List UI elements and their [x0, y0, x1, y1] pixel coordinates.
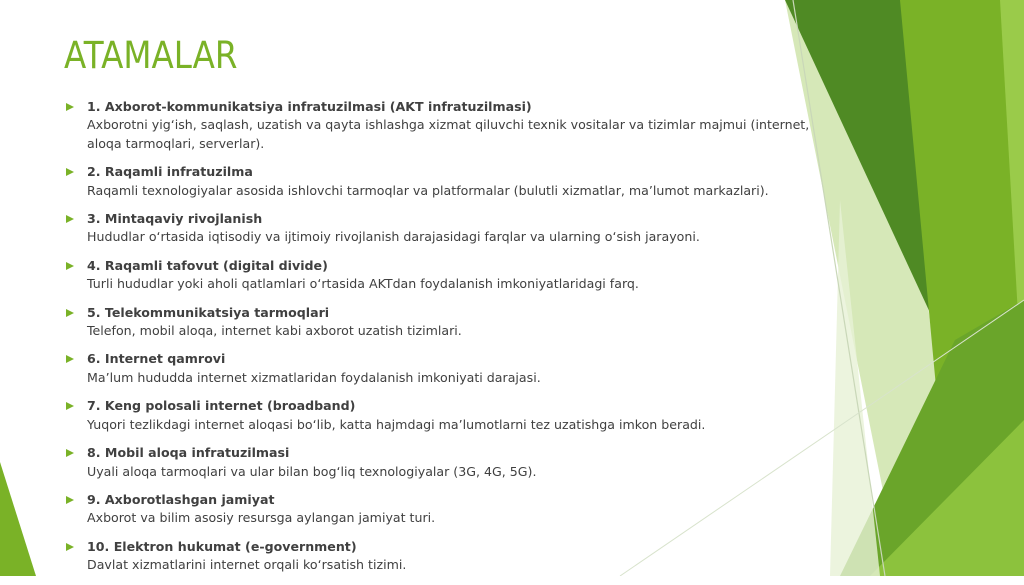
term-description: Uyali aloqa tarmoqlari va ular bilan bog‘liq texnologiyalar (3G, 4G, 5G). [87, 463, 537, 479]
triangle-bullet-icon [66, 168, 74, 176]
triangle-bullet-icon [66, 543, 74, 551]
term-title: 8. Mobil aloqa infratuzilmasi [87, 445, 290, 461]
list-item [64, 397, 834, 434]
triangle-bullet-icon [66, 103, 74, 111]
terms-list [64, 98, 834, 585]
list-item [64, 538, 834, 575]
left-green-shape [0, 462, 36, 576]
term-description: Axborotni yig‘ish, saqlash, uzatish va qayta ishlashga xizmat qiluvchi texnik vositalar va tizimlar majmui (internet, aloqa tarmoqlari, serverlar). [87, 117, 810, 151]
list-item [64, 210, 834, 247]
triangle-bullet-icon [66, 402, 74, 410]
term-description: Turli hududlar yoki aholi qatlamlari o‘rtasida AKTdan foydalanish imkoniyatlaridagi farq. [87, 276, 639, 292]
triangle-bullet-icon [66, 262, 74, 270]
triangle-bullet-icon [66, 496, 74, 504]
slide-title: ATAMALAR [64, 34, 238, 77]
triangle-bullet-icon [66, 215, 74, 223]
term-title: 1. Axborot-kommunikatsiya infratuzilmasi (AKT infratuzilmasi) [87, 99, 532, 114]
term-title: 10. Elektron hukumat (e-government) [87, 538, 357, 554]
term-title: 4. Raqamli tafovut (digital divide) [87, 257, 328, 273]
term-description: Yuqori tezlikdagi internet aloqasi bo‘lib, katta hajmdagi ma’lumotlarni tez uzatishga imkon beradi. [87, 416, 706, 432]
triangle-bullet-icon [66, 449, 74, 457]
list-item [64, 257, 834, 294]
list-item [64, 98, 834, 153]
triangle-bullet-icon [66, 309, 74, 317]
term-title: 7. Keng polosali internet (broadband) [87, 398, 356, 414]
term-description: Hududlar o‘rtasida iqtisodiy va ijtimoiy rivojlanish darajasidagi farqlar va ularning o‘sish jarayoni. [87, 229, 700, 245]
term-description: Davlat xizmatlarini internet orqali ko‘rsatish tizimi. [87, 557, 407, 573]
triangle-bullet-icon [66, 355, 74, 363]
term-title: 9. Axborotlashgan jamiyat [87, 491, 275, 507]
list-item [64, 304, 834, 341]
list-item [64, 491, 834, 528]
term-description: Axborot va bilim asosiy resursga aylangan jamiyat turi. [87, 510, 436, 526]
term-title: 5. Telekommunikatsiya tarmoqlari [87, 304, 330, 320]
list-item [64, 350, 834, 387]
term-title: 3. Mintaqaviy rivojlanish [87, 211, 263, 227]
term-description: Ma’lum hududda internet xizmatlaridan foydalanish imkoniyati darajasi. [87, 369, 541, 385]
list-item [64, 444, 834, 481]
term-description: Telefon, mobil aloqa, internet kabi axborot uzatish tizimlari. [87, 323, 462, 339]
list-item [64, 163, 834, 200]
term-title: 6. Internet qamrovi [87, 351, 226, 367]
term-description: Raqamli texnologiyalar asosida ishlovchi tarmoqlar va platformalar (bulutli xizmatlar, ma’lumot markazlari). [87, 182, 769, 198]
term-title: 2. Raqamli infratuzilma [87, 164, 253, 180]
